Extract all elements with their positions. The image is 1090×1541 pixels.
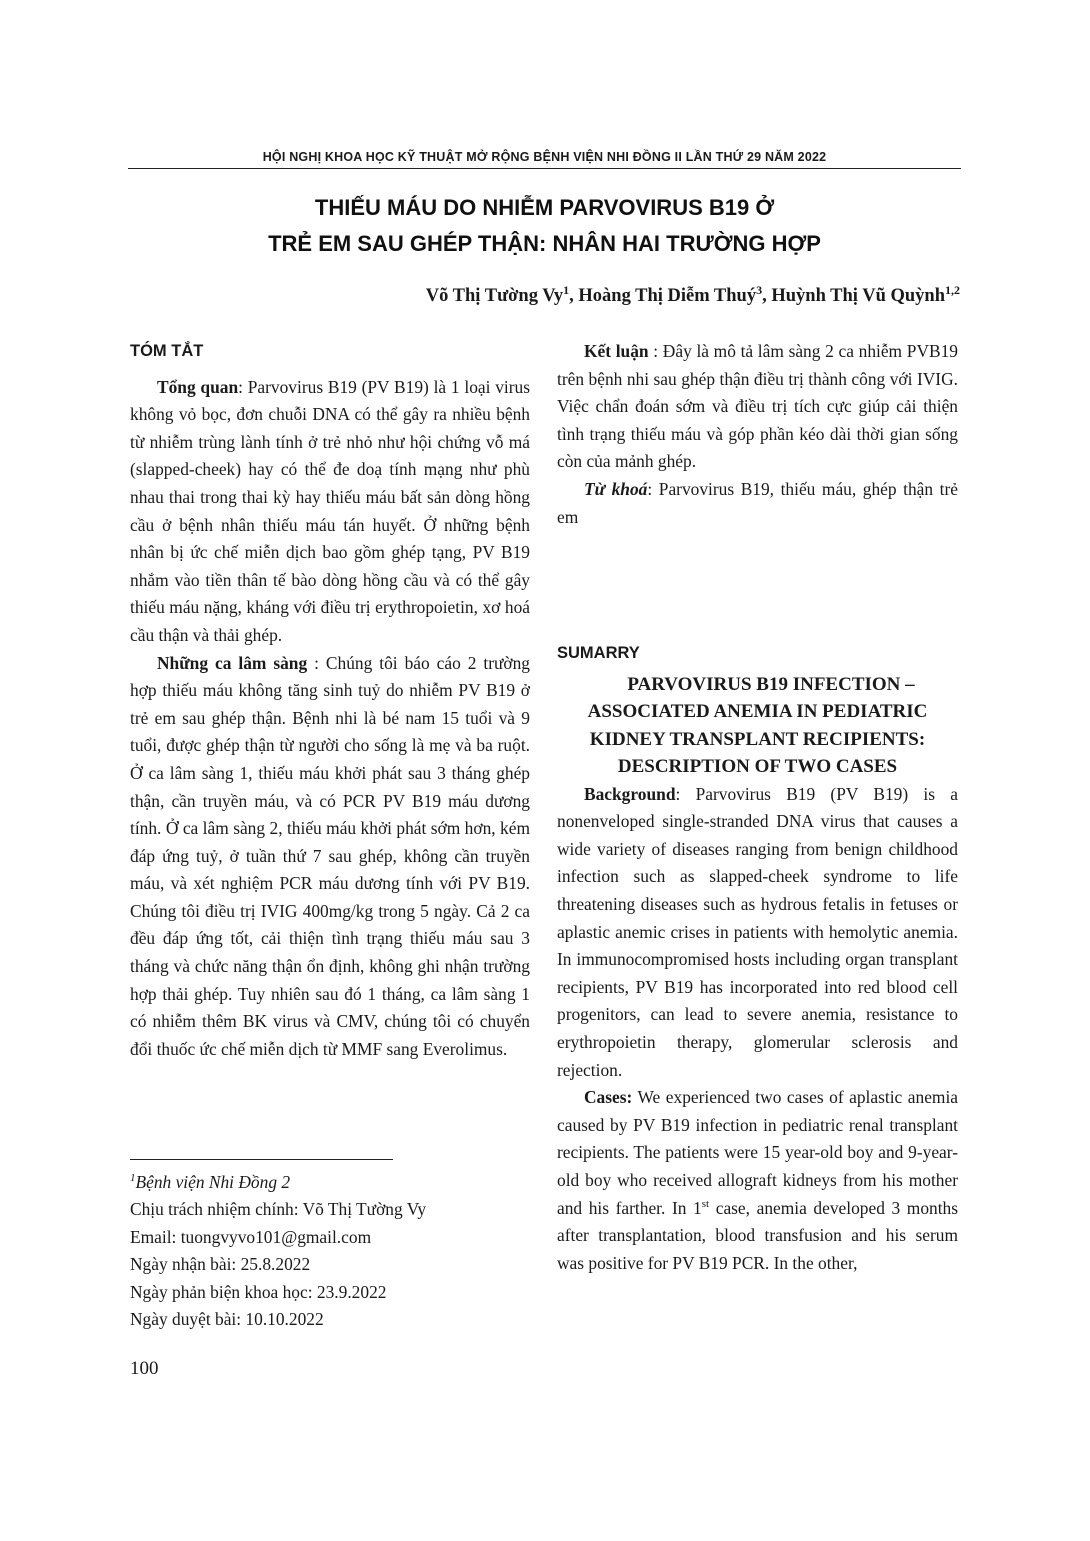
- article-title: [128, 190, 961, 262]
- overview-text: : Parvovirus B19 (PV B19) là 1 loại virus không vỏ bọc, đơn chuỗi DNA có thể gây ra nhiều bệnh từ nhiễm trùng lành tính ở trẻ nhỏ như hội chứng vỗ má (slapped-cheek) hay có thể đe doạ tính mạng như phù nhau thai trong thai kỳ hay thiếu máu bất sản dòng hồng cầu ở bệnh nhân thiếu máu tán huyết. Ở những bệnh nhân bị ức chế miễn dịch bao gồm ghép tạng, PV B19 nhắm vào tiền thân tế bào dòng hồng cầu và có thể gây thiếu máu nặng, kháng với điều trị erythropoietin, xơ hoá cầu thận và thải ghép.: [130, 376, 530, 645]
- keywords-label: Từ khoá: [584, 478, 648, 499]
- author-name: Hoàng Thị Diễm Thuý: [578, 286, 757, 306]
- author-name: Huỳnh Thị Vũ Quỳnh: [771, 286, 945, 306]
- english-title-line: ASSOCIATED ANEMIA IN PEDIATRIC: [587, 701, 928, 723]
- received-date: Ngày nhận bài: 25.8.2022: [130, 1254, 311, 1275]
- abstract-en-heading: SUMARRY: [557, 644, 640, 662]
- english-title-line: DESCRIPTION OF TWO CASES: [617, 756, 898, 778]
- affiliation-note-sup: 1: [130, 1172, 136, 1185]
- page-number: 100: [130, 1358, 159, 1379]
- cases-en-text-continued: case, anemia developed 3 months after transplantation, blood transfusion and his serum was positive for PV B19 PCR. In the other,: [557, 1197, 959, 1273]
- footnote-rule: [130, 1159, 393, 1160]
- background-text: : Parvovirus B19 (PV B19) is a nonenveloped single-stranded DNA virus that causes a wide variety of diseases ranging from benign childhood infection such as slapped-cheek syndrome to life threatening diseases such as hydrous fetalis in fetuses or aplastic anemic crises in patients with hemolytic anemia. In immunocompromised hosts including organ transplant recipients, PV B19 has incorporated into red blood cell progenitors, can lead to severe anemia, resistance to erythropoietin therapy, glomerular sclerosis and rejection.: [557, 783, 958, 1080]
- english-title-line: PARVOVIRUS B19 INFECTION –: [627, 673, 915, 695]
- english-title-line: KIDNEY TRANSPLANT RECIPIENTS:: [589, 728, 926, 750]
- cases-vi-text: : Chúng tôi báo cáo 2 trường hợp thiếu máu không tăng sinh tuỷ do nhiễm PV B19 ở trẻ em sau ghép thận. Bệnh nhi là bé nam 15 tuổi và 9 tuổi, được ghép thận từ người cho sống là mẹ và ba ruột. Ở ca lâm sàng 1, thiếu máu khởi phát sau 3 tháng ghép thận, cần truyền máu, và có PCR PV B19 máu dương tính. Ở ca lâm sàng 2, thiếu máu khởi phát sớm hơn, kém đáp ứng tuỷ, ở tuần thứ 7 sau ghép, không cần truyền máu, và xét nghiệm PCR máu dương tính với PV B19. Chúng tôi điều trị IVIG 400mg/kg trong 5 ngày. Cả 2 ca đều đáp ứng tốt, cải thiện tình trạng thiếu máu sau 3 tháng và chức năng thận ổn định, không ghi nhận trường hợp thải ghép. Tuy nhiên sau đó 1 tháng, ca lâm sàng 1 có nhiễm thêm BK virus và CMV, chúng tôi có chuyển đổi thuốc ức chế miễn dịch từ MMF sang Everolimus.: [130, 652, 531, 1059]
- author-affiliation: 3: [756, 282, 763, 297]
- cases-vi-paragraph: [130, 650, 530, 1064]
- right-column: [557, 338, 958, 531]
- keywords-text: : Parvovirus B19, thiếu máu, ghép thận trẻ em: [557, 478, 958, 527]
- running-header: HỘI NGHỊ KHOA HỌC KỸ THUẬT MỞ RỘNG BỆNH VIỆN NHI ĐỒNG II LẦN THỨ 29 NĂM 2022: [262, 150, 827, 164]
- email-line: Email: tuongvyvo101@gmail.com: [130, 1226, 372, 1247]
- background-label: Background: [584, 783, 676, 804]
- cases-vi-label: Những ca lâm sàng: [157, 652, 308, 673]
- author-separator: ,: [569, 286, 579, 306]
- affiliation-note: [130, 1169, 530, 1196]
- background-paragraph: [557, 781, 958, 1085]
- title-line-1: THIẾU MÁU DO NHIỄM PARVOVIRUS B19 Ở: [314, 195, 775, 220]
- overview-paragraph: [130, 374, 530, 650]
- left-column: [130, 338, 530, 1063]
- author-separator: ,: [762, 286, 772, 306]
- header-rule: [128, 168, 961, 169]
- conclusion-paragraph: [557, 338, 958, 476]
- right-column-flow: [557, 338, 958, 531]
- author-name: Võ Thị Tường Vy: [425, 286, 564, 306]
- title-line-2: TRẺ EM SAU GHÉP THẬN: NHÂN HAI TRƯỜNG HỢP: [268, 231, 821, 256]
- cases-en-text: We experienced two cases of aplastic anemia caused by PV B19 infection in pediatric renal transplant recipients. The patients were 15 year-old boy and 9-year-old boy who received allograft kidneys from his mother and his farther. In 1: [557, 1087, 958, 1218]
- cases-en-paragraph: [557, 1084, 958, 1277]
- english-title: [557, 671, 958, 781]
- responsible-author: Chịu trách nhiệm chính: Võ Thị Tường Vy: [130, 1199, 427, 1220]
- review-date: Ngày phản biện khoa học: 23.9.2022: [130, 1281, 387, 1302]
- author-affiliation: 1: [563, 282, 570, 297]
- abstract-vi-heading: TÓM TẮT: [130, 342, 204, 360]
- author-affiliation: 1,2: [945, 282, 960, 297]
- footnotes: [130, 1169, 530, 1333]
- affiliation-note-text: Bệnh viện Nhi Đồng 2: [135, 1172, 291, 1192]
- cases-en-label: Cases:: [584, 1087, 633, 1108]
- ordinal-sup: st: [701, 1197, 710, 1210]
- conclusion-text: : Đây là mô tả lâm sàng 2 ca nhiễm PVB19 trên bệnh nhi sau ghép thận điều trị thành công với IVIG. Việc chẩn đoán sớm và điều trị tích cực giúp cải thiện tình trạng thiếu máu và góp phần kéo dài thời gian sống còn của mảnh ghép.: [557, 341, 958, 472]
- author-list: [128, 282, 960, 307]
- accepted-date: Ngày duyệt bài: 10.10.2022: [130, 1309, 324, 1330]
- right-column-english: [557, 640, 958, 1277]
- keywords-paragraph: [557, 476, 958, 531]
- conclusion-label: Kết luận: [584, 341, 649, 361]
- overview-label: Tổng quan: [157, 376, 239, 397]
